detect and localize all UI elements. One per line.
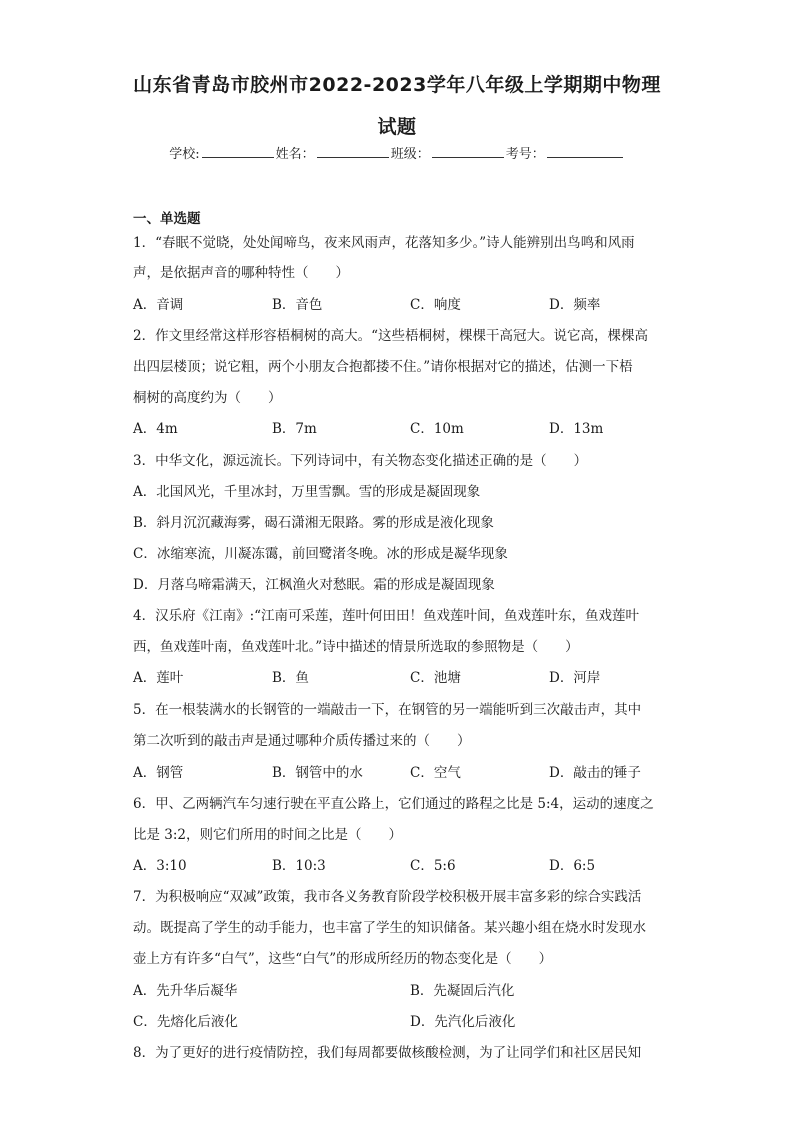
question-6-line-1: 6．甲、乙两辆汽车匀速行驶在平直公路上，它们通过的路程之比是 5:4，运动的速度之 — [133, 796, 654, 812]
school-label: 学校: — [169, 147, 200, 162]
option-d[interactable]: D．6:5 — [549, 858, 596, 874]
question-6-line-2: 比是 3:2，则它们所用的时间之比是（ ） — [133, 827, 403, 843]
student-info-row — [0, 143, 794, 162]
option-b[interactable]: B．7m — [272, 421, 317, 437]
question-1-line-2: 声，是依据声音的哪种特性（ ） — [133, 265, 349, 281]
option-c[interactable]: C．先熔化后液化 — [133, 1014, 238, 1030]
number-blank[interactable] — [547, 143, 623, 158]
question-3-line-1: 3．中华文化，源远流长。下列诗词中，有关物态变化描述正确的是（ ） — [133, 453, 588, 469]
question-2-line-2: 出四层楼顶；说它粗，两个小朋友合抱都搂不住。”请你根据对它的描述，估测一下梧 — [133, 359, 633, 375]
question-7-line-2: 动。既提高了学生的动手能力，也丰富了学生的知识储备。某兴趣小组在烧水时发现水 — [133, 920, 646, 936]
option-c[interactable]: C．响度 — [410, 297, 461, 313]
option-d[interactable]: D．频率 — [549, 297, 601, 313]
option-a[interactable]: A．钢管 — [133, 765, 184, 781]
option-b[interactable]: B．先凝固后汽化 — [410, 983, 515, 999]
exam-title-line2: 试题 — [377, 116, 417, 138]
school-blank[interactable] — [202, 143, 274, 158]
question-7-options-row-1 — [133, 982, 663, 1000]
question-7-line-3: 壶上方有许多“白气”，这些“白气”的形成所经历的物态变化是（ ） — [133, 951, 553, 967]
question-4-line-1: 4．汉乐府《江南》:“江南可采莲，莲叶何田田！鱼戏莲叶间，鱼戏莲叶东，鱼戏莲叶 — [133, 608, 640, 624]
name-label: 姓名： — [275, 147, 315, 162]
question-5-line-1: 5．在一根装满水的长钢管的一端敲击一下，在钢管的另一端能听到三次敲击声，其中 — [133, 702, 642, 718]
option-d[interactable]: D．河岸 — [549, 670, 601, 686]
exam-title-line1: 山东省青岛市胶州市2022-2023学年八年级上学期期中物理 — [133, 74, 661, 96]
question-3-option-b[interactable]: B．斜月沉沉藏海雾，碣石潇湘无限路。雾的形成是液化现象 — [133, 515, 494, 531]
question-2-options — [133, 420, 663, 438]
question-2-line-1: 2．作文里经常这样形容梧桐树的高大。“这些梧桐树，棵棵干高冠大。说它高，棵棵高 — [133, 328, 648, 344]
option-b[interactable]: B．钢管中的水 — [272, 765, 363, 781]
question-5-line-2: 第二次听到的敲击声是通过哪种介质传播过来的（ ） — [133, 733, 471, 749]
question-5-options — [133, 764, 663, 782]
question-3-option-a[interactable]: A．北国风光，千里冰封，万里雪飘。雪的形成是凝固现象 — [133, 484, 481, 500]
option-b[interactable]: B．鱼 — [272, 670, 309, 686]
number-label: 考号： — [505, 147, 545, 162]
option-a[interactable]: A．音调 — [133, 297, 184, 313]
option-d[interactable]: D．先汽化后液化 — [410, 1014, 516, 1030]
question-6-options — [133, 857, 663, 875]
option-b[interactable]: B．音色 — [272, 297, 323, 313]
option-a[interactable]: A．莲叶 — [133, 670, 184, 686]
question-2-line-3: 桐树的高度约为（ ） — [133, 390, 282, 406]
question-8-line-1: 8．为了更好的进行疫情防控，我们每周都要做核酸检测，为了让同学们和社区居民知 — [133, 1045, 642, 1061]
question-3-option-c[interactable]: C．冰缩寒流，川凝冻霭，前回鹭渚冬晚。冰的形成是凝华现象 — [133, 546, 508, 562]
option-a[interactable]: A．3:10 — [133, 858, 187, 874]
class-label: 班级： — [390, 147, 430, 162]
question-7-line-1: 7．为积极响应“双减”政策，我市各义务教育阶段学校积极开展丰富多彩的综合实践活 — [133, 889, 642, 905]
option-b[interactable]: B．10:3 — [272, 858, 326, 874]
question-1-options — [133, 296, 663, 314]
option-a[interactable]: A．先升华后凝华 — [133, 983, 238, 999]
option-d[interactable]: D．13m — [549, 421, 604, 437]
option-c[interactable]: C．池塘 — [410, 670, 461, 686]
question-7-options-row-2 — [133, 1013, 663, 1031]
option-c[interactable]: C．5:6 — [410, 858, 456, 874]
name-blank[interactable] — [317, 143, 389, 158]
question-3-option-d[interactable]: D．月落乌啼霜满天，江枫渔火对愁眠。霜的形成是凝固现象 — [133, 577, 495, 593]
question-4-options — [133, 669, 663, 687]
class-blank[interactable] — [432, 143, 504, 158]
option-d[interactable]: D．敲击的锤子 — [549, 765, 641, 781]
question-4-line-2: 西，鱼戏莲叶南，鱼戏莲叶北。”诗中描述的情景所选取的参照物是（ ） — [133, 639, 579, 655]
option-a[interactable]: A．4m — [133, 421, 178, 437]
question-1-line-1: 1．“春眠不觉晓，处处闻啼鸟，夜来风雨声，花落知多少。”诗人能辨别出鸟鸣和风雨 — [133, 235, 635, 251]
option-c[interactable]: C．空气 — [410, 765, 461, 781]
section-title: 一、单选题 — [133, 211, 201, 227]
option-c[interactable]: C．10m — [410, 421, 464, 437]
